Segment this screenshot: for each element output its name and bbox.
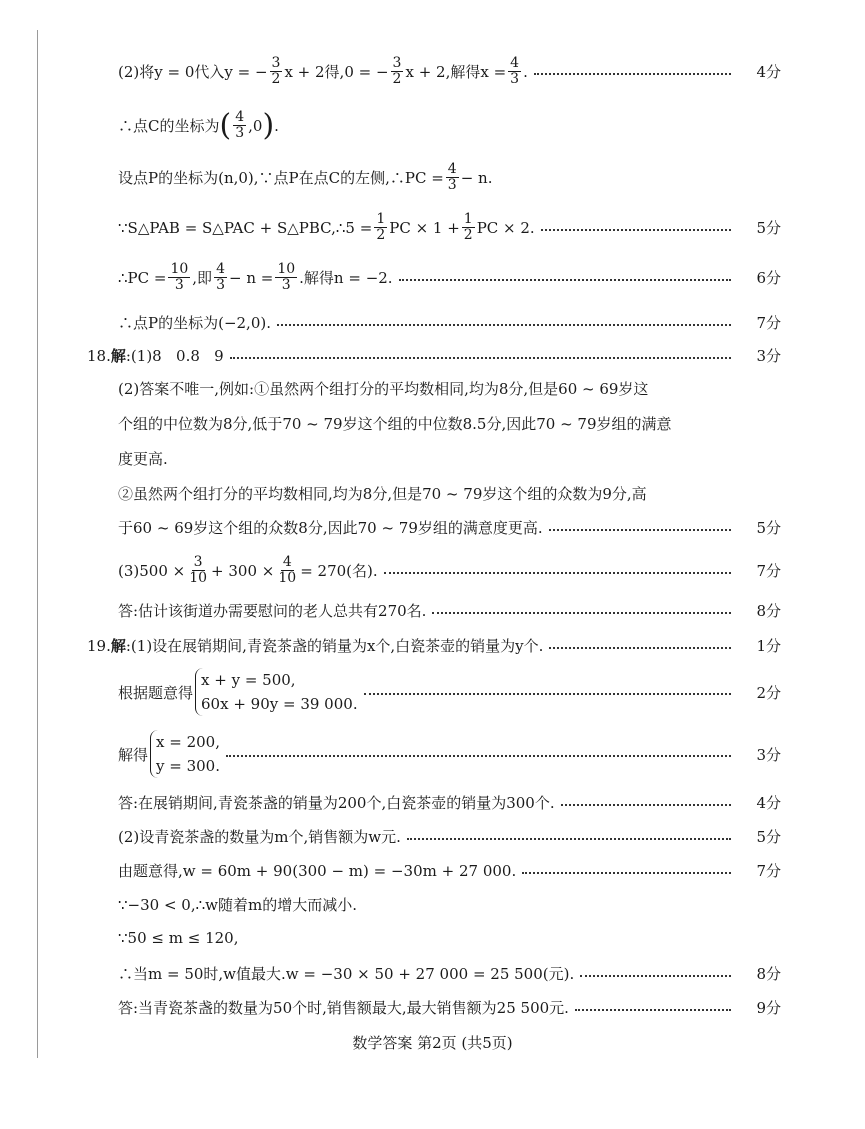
q18-part1-line — [87, 345, 781, 366]
fraction: $\frac{4}{3}$ — [235, 109, 245, 141]
dot-leader — [534, 73, 731, 75]
question-number: 18. — [87, 346, 111, 365]
dot-leader — [226, 755, 731, 757]
score: 3分 — [756, 347, 781, 365]
text: (2)将y = 0代入y = − — [118, 63, 268, 81]
score: 3分 — [756, 745, 781, 764]
score: 8分 — [756, 965, 781, 983]
score: 5分 — [756, 219, 781, 237]
point-p-result-line — [118, 312, 781, 333]
text: = 270(名). — [300, 562, 378, 580]
score: 2分 — [756, 683, 781, 702]
text: 解得 — [118, 745, 149, 764]
text: − n. — [460, 168, 493, 187]
dot-leader — [407, 838, 731, 840]
fraction: $\frac{1}{2}$ — [376, 211, 386, 243]
text: ,0 — [248, 116, 263, 135]
dot-leader — [549, 529, 731, 531]
text: ∴点C的坐标为 — [118, 117, 220, 135]
fraction: $\frac{4}{10}$ — [278, 554, 297, 586]
dot-leader — [230, 357, 731, 359]
text: 根据题意得 — [118, 683, 194, 702]
dot-leader — [561, 804, 731, 806]
max-value-line — [118, 963, 781, 984]
score: 7分 — [756, 862, 781, 880]
fraction: $\frac{3}{2}$ — [271, 55, 281, 87]
dot-leader — [432, 612, 731, 614]
text: . — [523, 62, 528, 81]
text: :(1)8 0.8 9 — [125, 346, 224, 365]
fraction: $\frac{3}{10}$ — [189, 554, 208, 586]
text: 答:估计该街道办需要慰问的老人总共有270名. — [118, 602, 427, 620]
fraction: $\frac{4}{3}$ — [447, 161, 457, 193]
text: 由题意得,w = 60m + 90(300 − m) = −30m + 27 000. — [118, 862, 517, 880]
monotonic-line: ∵−30 < 0,∴w随着m的增大而减小. — [118, 896, 357, 914]
fraction: $\frac{10}{3}$ — [277, 261, 296, 293]
score: 4分 — [756, 794, 781, 812]
text: ∵S△PAB = S△PAC + S△PBC,∴5 = — [118, 218, 373, 237]
text: 于60 ~ 69岁这个组的众数8分,因此70 ~ 79岁组的满意度更高. — [118, 519, 543, 537]
fraction: $\frac{4}{3}$ — [510, 55, 520, 87]
score: 7分 — [756, 562, 781, 580]
dot-leader — [575, 1009, 731, 1011]
page-footer: 数学答案 第2页 (共5页) — [352, 1034, 513, 1052]
score: 9分 — [756, 999, 781, 1017]
text: ∴当m = 50时,w值最大.w = −30 × 50 + 27 000 = 25 500(元). — [118, 965, 575, 983]
text: PC × 1 + — [389, 218, 460, 237]
text: ∴PC = — [118, 268, 167, 287]
area-equation-line — [118, 211, 781, 243]
fraction: $\frac{1}{2}$ — [463, 211, 473, 243]
q18-answer-line — [118, 600, 781, 621]
dot-leader — [384, 572, 731, 574]
text: x + 2,解得x = — [405, 63, 507, 81]
margin-rule — [37, 30, 38, 1058]
dot-leader — [541, 229, 731, 231]
question-number: 19. — [87, 636, 111, 655]
text: ∴点P的坐标为(−2,0). — [118, 314, 271, 332]
score: 6分 — [756, 269, 781, 287]
fraction: $\frac{4}{3}$ — [216, 261, 225, 293]
dot-leader — [277, 324, 731, 326]
dot-leader — [522, 872, 731, 874]
q19-part1-line — [87, 635, 781, 656]
q18-part3-line — [118, 554, 781, 586]
text: + 300 × — [211, 561, 275, 580]
fraction: $\frac{3}{2}$ — [392, 55, 402, 87]
q18-part2-line-3: 度更高. — [118, 450, 168, 468]
text: 答:在展销期间,青瓷茶盏的销量为200个,白瓷茶壶的销量为300个. — [118, 794, 555, 812]
score: 5分 — [756, 519, 781, 537]
range-line: ∵50 ≤ m ≤ 120, — [118, 929, 239, 947]
function-line — [118, 860, 781, 881]
dot-leader — [399, 279, 731, 281]
solution-system-line — [118, 730, 781, 778]
point-p-setup-line — [118, 162, 737, 193]
q18-part2-line-4: ②虽然两个组打分的平均数相同,均为8分,但是70 ~ 79岁这个组的众数为9分,高 — [118, 485, 647, 503]
q19-answer-1-line — [118, 792, 781, 813]
text: − n = — [228, 268, 274, 287]
dot-leader — [580, 975, 731, 977]
text: (2)设青瓷茶盏的数量为m个,销售额为w元. — [118, 828, 401, 846]
point-c-line: ∴点C的坐标为 ( $\frac{4}{3}$ ,0 ) . — [118, 107, 279, 143]
text: 设点P的坐标为(n,0),∵点P在点C的左侧,∴PC = — [118, 169, 444, 187]
solution-label: 解 — [110, 637, 126, 655]
score: 7分 — [756, 314, 781, 332]
dot-leader — [364, 693, 731, 695]
pc-solve-line — [118, 261, 781, 293]
text: .解得n = −2. — [299, 269, 393, 287]
equation-system: x + y = 500, 60x + 90y = 39 000. — [195, 668, 358, 716]
text: 答:当青瓷茶盏的数量为50个时,销售额最大,最大销售额为25 500元. — [118, 999, 569, 1017]
text: (3)500 × — [118, 561, 186, 580]
solution-label: 解 — [110, 347, 126, 365]
score: 8分 — [756, 602, 781, 620]
q18-part2-line-5 — [118, 517, 781, 538]
q19-answer-2-line — [118, 997, 781, 1018]
q19-part2-line — [118, 826, 781, 847]
q18-part2-line-1: (2)答案不唯一,例如:①虽然两个组打分的平均数相同,均为8分,但是60 ~ 69岁这 — [118, 380, 649, 398]
text: x + 2得,0 = − — [284, 63, 389, 81]
q18-part2-line-2: 个组的中位数为8分,低于70 ~ 79岁这个组的中位数8.5分,因此70 ~ 79岁组的满意 — [118, 415, 672, 433]
text: ,即 — [192, 269, 213, 287]
answer-line-17-2 — [118, 55, 781, 87]
equation-system: x = 200, y = 300. — [150, 730, 220, 778]
text: PC × 2. — [476, 218, 535, 237]
dot-leader — [549, 647, 731, 649]
score: 5分 — [756, 828, 781, 846]
score: 1分 — [756, 637, 781, 655]
fraction: $\frac{10}{3}$ — [170, 261, 189, 293]
equation-system-line — [118, 668, 781, 716]
text: :(1)设在展销期间,青瓷茶盏的销量为x个,白瓷茶壶的销量为y个. — [125, 637, 544, 655]
score: 4分 — [756, 63, 781, 81]
